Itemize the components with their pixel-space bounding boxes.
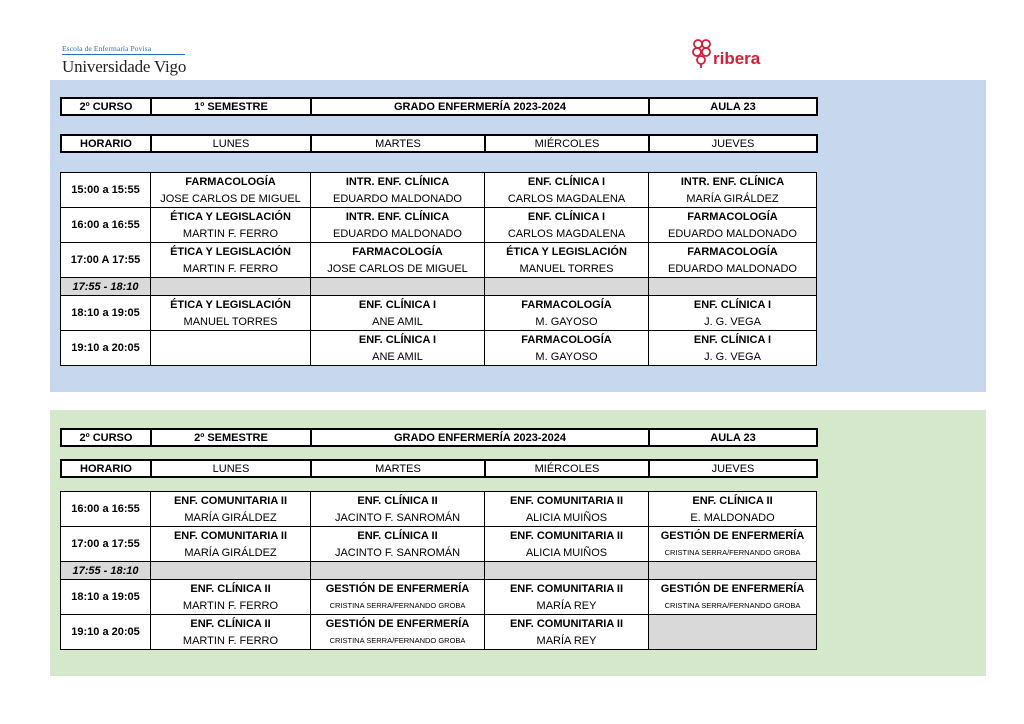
teacher-cell: MARÍA REY xyxy=(485,632,649,650)
table-row xyxy=(61,208,817,226)
teacher-cell: MARTIN F. FERRO xyxy=(151,225,311,243)
time-slot-cell: 19:10 a 20:05 xyxy=(61,615,151,650)
header-horario: HORARIO xyxy=(61,460,151,477)
semester1-schedule-table xyxy=(60,172,817,366)
teacher-cell: CRISTINA SERRA/FERNANDO GROBA xyxy=(311,632,485,650)
subject-cell: FARMACOLOGÍA xyxy=(151,173,311,191)
break-cell xyxy=(649,562,817,580)
empty-cell xyxy=(649,615,817,650)
teacher-cell: ALICIA MUIÑOS xyxy=(485,509,649,527)
table-row xyxy=(61,597,817,615)
semester2-schedule-table xyxy=(60,491,817,650)
subject-cell: ENF. COMUNITARIA II xyxy=(485,580,649,598)
subject-cell: ENF. CLÍNICA I xyxy=(485,208,649,226)
time-slot-cell: 16:00 a 16:55 xyxy=(61,492,151,527)
teacher-cell: J. G. VEGA xyxy=(649,348,817,366)
table-row xyxy=(61,527,817,545)
ribera-logo-text: ribera xyxy=(713,49,761,68)
teacher-cell: EDUARDO MALDONADO xyxy=(649,225,817,243)
time-slot-cell: 19:10 a 20:05 xyxy=(61,331,151,366)
teacher-cell: MANUEL TORRES xyxy=(151,313,311,331)
time-slot-cell: 17:00 a 17:55 xyxy=(61,527,151,562)
teacher-cell: JOSE CARLOS DE MIGUEL xyxy=(151,190,311,208)
degree-cell: GRADO ENFERMERÍA 2023-2024 xyxy=(311,98,649,115)
teacher-cell: MARTIN F. FERRO xyxy=(151,632,311,650)
semester-cell: 2º SEMESTRE xyxy=(151,429,311,446)
teacher-cell: EDUARDO MALDONADO xyxy=(311,225,485,243)
classroom-cell: AULA 23 xyxy=(649,429,817,446)
header-miercoles: MIÉRCOLES xyxy=(485,135,649,152)
break-time-cell: 17:55 - 18:10 xyxy=(61,278,151,296)
course-cell: 2º CURSO xyxy=(61,429,151,446)
teacher-cell: MARÍA REY xyxy=(485,597,649,615)
teacher-cell: CARLOS MAGDALENA xyxy=(485,190,649,208)
subject-cell: ENF. CLÍNICA II xyxy=(151,580,311,598)
teacher-cell: MARÍA GIRÁLDEZ xyxy=(151,509,311,527)
teacher-cell: MARTIN F. FERRO xyxy=(151,260,311,278)
table-row xyxy=(61,615,817,633)
table-row xyxy=(61,492,817,510)
break-cell xyxy=(311,562,485,580)
ribera-logo xyxy=(692,38,760,68)
time-slot-cell: 16:00 a 16:55 xyxy=(61,208,151,243)
uvigo-logo-title: Universidade Vigo xyxy=(62,57,187,76)
subject-cell: ÉTICA Y LEGISLACIÓN xyxy=(151,296,311,314)
degree-cell: GRADO ENFERMERÍA 2023-2024 xyxy=(311,429,649,446)
time-slot-cell: 18:10 a 19:05 xyxy=(61,580,151,615)
subject-cell: ENF. CLÍNICA II xyxy=(649,492,817,510)
uvigo-logo-subtitle: Escola de Enfermaría Povisa xyxy=(62,44,152,53)
table-row xyxy=(61,225,817,243)
subject-cell: FARMACOLOGÍA xyxy=(485,331,649,349)
teacher-cell: MARÍA GIRÁLDEZ xyxy=(649,190,817,208)
teacher-cell: CRISTINA SERRA/FERNANDO GROBA xyxy=(311,597,485,615)
subject-cell: ENF. CLÍNICA II xyxy=(151,615,311,633)
header-lunes: LUNES xyxy=(151,135,311,152)
subject-cell: ÉTICA Y LEGISLACIÓN xyxy=(485,243,649,261)
subject-cell: GESTIÓN DE ENFERMERÍA xyxy=(311,615,485,633)
teacher-cell: CRISTINA SERRA/FERNANDO GROBA xyxy=(649,544,817,562)
time-slot-cell: 17:00 A 17:55 xyxy=(61,243,151,278)
teacher-cell: CARLOS MAGDALENA xyxy=(485,225,649,243)
subject-cell: ENF. COMUNITARIA II xyxy=(151,527,311,545)
teacher-cell: MARÍA GIRÁLDEZ xyxy=(151,544,311,562)
header-miercoles: MIÉRCOLES xyxy=(485,460,649,477)
header-jueves: JUEVES xyxy=(649,135,817,152)
teacher-cell: MARTIN F. FERRO xyxy=(151,597,311,615)
subject-cell: GESTIÓN DE ENFERMERÍA xyxy=(311,580,485,598)
teacher-cell: J. G. VEGA xyxy=(649,313,817,331)
break-row xyxy=(61,562,817,580)
header-horario: HORARIO xyxy=(61,135,151,152)
table-row xyxy=(61,190,817,208)
time-slot-cell: 15:00 a 15:55 xyxy=(61,173,151,208)
break-cell xyxy=(151,562,311,580)
teacher-cell: EDUARDO MALDONADO xyxy=(649,260,817,278)
header-martes: MARTES xyxy=(311,460,485,477)
subject-cell: ENF. CLÍNICA I xyxy=(485,173,649,191)
table-row xyxy=(61,173,817,191)
subject-cell: ENF. CLÍNICA I xyxy=(311,296,485,314)
table-row xyxy=(61,544,817,562)
teacher-cell: ALICIA MUIÑOS xyxy=(485,544,649,562)
semester1-title-bar xyxy=(60,97,818,116)
teacher-cell: JOSE CARLOS DE MIGUEL xyxy=(311,260,485,278)
teacher-cell: MANUEL TORRES xyxy=(485,260,649,278)
teacher-cell: M. GAYOSO xyxy=(485,348,649,366)
teacher-cell: M. GAYOSO xyxy=(485,313,649,331)
subject-cell: ENF. CLÍNICA II xyxy=(311,492,485,510)
subject-cell: FARMACOLOGÍA xyxy=(311,243,485,261)
break-cell xyxy=(649,278,817,296)
header-lunes: LUNES xyxy=(151,460,311,477)
subject-cell: ÉTICA Y LEGISLACIÓN xyxy=(151,208,311,226)
subject-cell: INTR. ENF. CLÍNICA xyxy=(311,173,485,191)
semester2-title-bar xyxy=(60,428,818,447)
semester1-days-header xyxy=(60,134,818,153)
uvigo-logo xyxy=(62,44,186,77)
subject-cell: ENF. COMUNITARIA II xyxy=(151,492,311,510)
table-row xyxy=(61,260,817,278)
empty-cell xyxy=(151,331,311,366)
subject-cell: ENF. COMUNITARIA II xyxy=(485,492,649,510)
table-row xyxy=(61,509,817,527)
teacher-cell: JACINTO F. SANROMÁN xyxy=(311,544,485,562)
header-jueves: JUEVES xyxy=(649,460,817,477)
subject-cell: FARMACOLOGÍA xyxy=(485,296,649,314)
break-cell xyxy=(151,278,311,296)
teacher-cell: EDUARDO MALDONADO xyxy=(311,190,485,208)
break-row xyxy=(61,278,817,296)
break-cell xyxy=(485,562,649,580)
table-row xyxy=(61,580,817,598)
time-slot-cell: 18:10 a 19:05 xyxy=(61,296,151,331)
teacher-cell: E. MALDONADO xyxy=(649,509,817,527)
teacher-cell: JACINTO F. SANROMÁN xyxy=(311,509,485,527)
subject-cell: FARMACOLOGÍA xyxy=(649,243,817,261)
table-row xyxy=(61,313,817,331)
subject-cell: ENF. COMUNITARIA II xyxy=(485,527,649,545)
subject-cell: GESTIÓN DE ENFERMERÍA xyxy=(649,580,817,598)
table-row xyxy=(61,331,817,349)
subject-cell: ENF. CLÍNICA II xyxy=(311,527,485,545)
semester-cell: 1º SEMESTRE xyxy=(151,98,311,115)
subject-cell: ENF. CLÍNICA I xyxy=(649,296,817,314)
classroom-cell: AULA 23 xyxy=(649,98,817,115)
semester2-days-header xyxy=(60,459,818,478)
table-row xyxy=(61,243,817,261)
ribera-swirl-icon xyxy=(692,38,712,68)
course-cell: 2º CURSO xyxy=(61,98,151,115)
subject-cell: ENF. CLÍNICA I xyxy=(649,331,817,349)
break-cell xyxy=(311,278,485,296)
subject-cell: ENF. COMUNITARIA II xyxy=(485,615,649,633)
subject-cell: GESTIÓN DE ENFERMERÍA xyxy=(649,527,817,545)
teacher-cell: ANE AMIL xyxy=(311,313,485,331)
break-time-cell: 17:55 - 18:10 xyxy=(61,562,151,580)
subject-cell: INTR. ENF. CLÍNICA xyxy=(649,173,817,191)
subject-cell: ENF. CLÍNICA I xyxy=(311,331,485,349)
subject-cell: INTR. ENF. CLÍNICA xyxy=(311,208,485,226)
header-martes: MARTES xyxy=(311,135,485,152)
teacher-cell: CRISTINA SERRA/FERNANDO GROBA xyxy=(649,597,817,615)
subject-cell: FARMACOLOGÍA xyxy=(649,208,817,226)
break-cell xyxy=(485,278,649,296)
table-row xyxy=(61,296,817,314)
uvigo-logo-rule xyxy=(62,54,185,55)
teacher-cell: ANE AMIL xyxy=(311,348,485,366)
subject-cell: ÉTICA Y LEGISLACIÓN xyxy=(151,243,311,261)
